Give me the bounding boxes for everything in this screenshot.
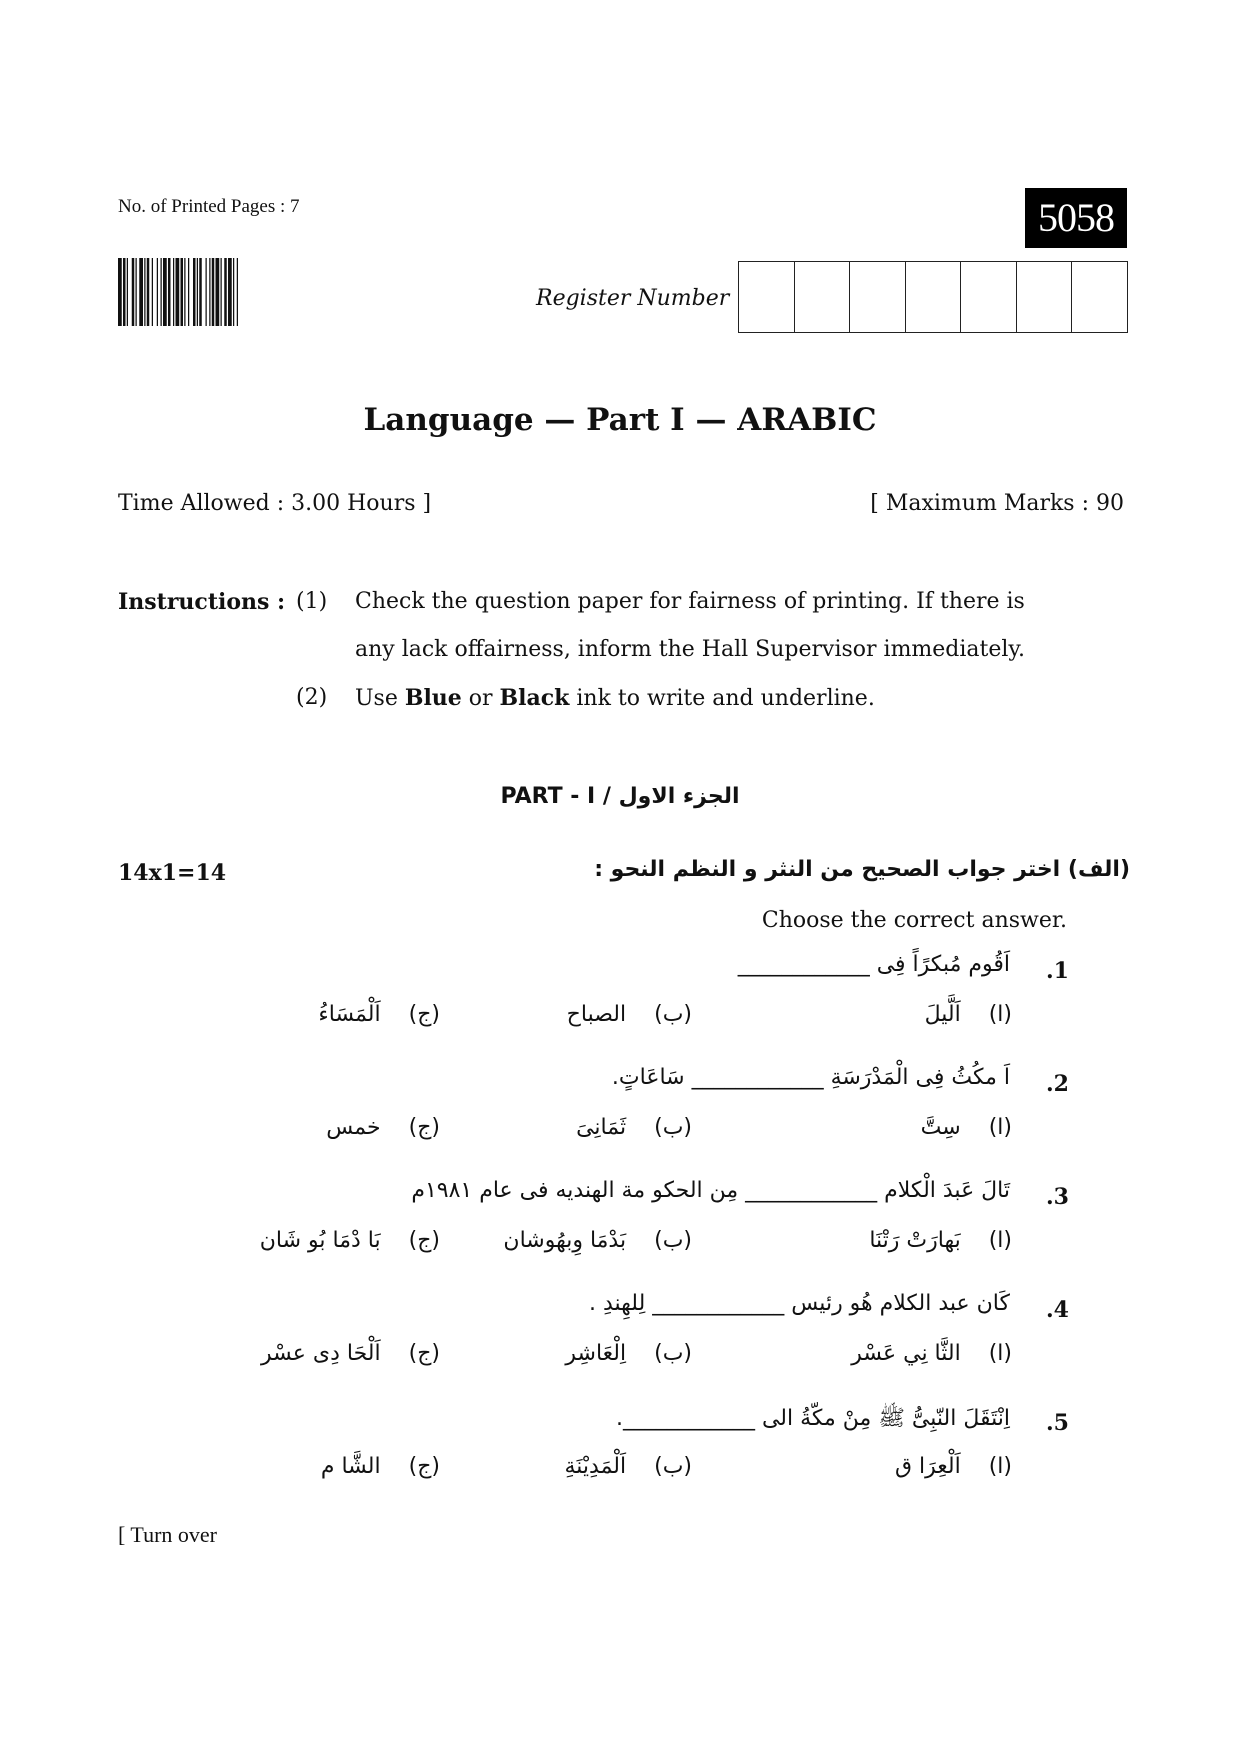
barcode-bar bbox=[123, 258, 126, 326]
barcode-bar bbox=[206, 258, 207, 326]
barcode-bar bbox=[173, 258, 174, 326]
option-marker: (ج) bbox=[408, 1341, 440, 1366]
register-digit-box[interactable] bbox=[739, 262, 794, 332]
option-marker: (ا) bbox=[988, 1228, 1012, 1253]
option-marker: (ج) bbox=[408, 1115, 440, 1140]
option-text: اَلْحَا دِى عسْر bbox=[261, 1341, 381, 1366]
barcode-bar bbox=[157, 258, 158, 326]
question-text: اَ مكُثُ فِى الْمَدْرَسَةِ ____________ سَاعَاتٍ. bbox=[611, 1065, 1010, 1090]
barcode-bar bbox=[197, 258, 198, 326]
register-digit-box[interactable] bbox=[1016, 262, 1072, 332]
option-marker: (ا) bbox=[988, 1454, 1012, 1479]
barcode-bar bbox=[209, 258, 210, 326]
section-instruction-english: Choose the correct answer. bbox=[761, 908, 1067, 933]
barcode-bar bbox=[139, 258, 143, 326]
instruction-text bbox=[355, 685, 875, 711]
section-instruction-arabic: (الف) اختر جواب الصحيح من النثر و النظم النحو : bbox=[594, 857, 1130, 882]
barcode-bar bbox=[168, 258, 171, 326]
option-marker: (ج) bbox=[408, 1002, 440, 1027]
turn-over-note: [ Turn over bbox=[118, 1522, 218, 1547]
question-number: .3 bbox=[1046, 1184, 1069, 1210]
page-title: Language — Part I — ARABIC bbox=[363, 402, 877, 438]
barcode-bar bbox=[127, 258, 128, 326]
question-number: .5 bbox=[1046, 1410, 1069, 1436]
barcode-bar bbox=[184, 258, 185, 326]
option-text: اَلْمَدِيْنَةِ bbox=[564, 1454, 627, 1479]
barcode bbox=[118, 258, 344, 326]
barcode-bar bbox=[199, 258, 202, 326]
answer-option[interactable] bbox=[567, 1002, 692, 1027]
question-text: تَالَ عَبدَ الْكلام ____________ مِن الحكو مة الهنديه فى عام ١٩٨١م bbox=[411, 1178, 1010, 1203]
option-marker: (ب) bbox=[654, 1454, 692, 1479]
answer-option[interactable] bbox=[503, 1228, 692, 1253]
barcode-bar bbox=[181, 258, 184, 326]
register-digit-box[interactable] bbox=[794, 262, 850, 332]
register-digit-box[interactable] bbox=[849, 262, 905, 332]
instruction-number: (2) bbox=[296, 685, 328, 710]
question-number: .1 bbox=[1046, 958, 1069, 984]
question-number: .2 bbox=[1046, 1071, 1069, 1097]
register-digit-box[interactable] bbox=[1071, 262, 1127, 332]
answer-option[interactable] bbox=[318, 1002, 440, 1027]
maximum-marks: [ Maximum Marks : 90 bbox=[870, 491, 1124, 516]
option-text: اَلْمَسَاءُ bbox=[318, 1002, 381, 1027]
barcode-bar bbox=[224, 258, 227, 326]
option-marker: (ب) bbox=[654, 1228, 692, 1253]
barcode-bar bbox=[144, 258, 145, 326]
instruction-number: (1) bbox=[296, 589, 328, 614]
option-text: بَهارَتْ رَتْنَا bbox=[869, 1228, 961, 1253]
option-text: بَدْمَا وِبهُوشان bbox=[503, 1228, 627, 1253]
option-marker: (ب) bbox=[654, 1341, 692, 1366]
barcode-bar bbox=[216, 258, 220, 326]
question-text: اِنْتَقَلَ النّبِىُّ ﷺ مِنْ مكّةُ الى ____________. bbox=[615, 1406, 1010, 1431]
section-marks: 14x1=14 bbox=[118, 860, 227, 886]
answer-option[interactable] bbox=[895, 1454, 1012, 1479]
answer-option[interactable] bbox=[869, 1228, 1012, 1253]
option-text: اَلَّيلَ bbox=[924, 1002, 961, 1027]
barcode-bar bbox=[136, 258, 137, 326]
barcode-bar bbox=[212, 258, 215, 326]
option-marker: (ا) bbox=[988, 1002, 1012, 1027]
question-text: اَقُوم مُبكرًاً فِى ____________ bbox=[737, 952, 1010, 977]
answer-option[interactable] bbox=[261, 1341, 440, 1366]
answer-option[interactable] bbox=[260, 1228, 440, 1253]
barcode-bar bbox=[161, 258, 162, 326]
barcode-bar bbox=[132, 258, 135, 326]
option-text: الصباح bbox=[566, 1002, 627, 1027]
option-marker: (ج) bbox=[408, 1454, 440, 1479]
answer-option[interactable] bbox=[321, 1454, 440, 1479]
answer-option[interactable] bbox=[326, 1115, 440, 1140]
printed-pages-count: No. of Printed Pages : 7 bbox=[118, 196, 300, 217]
register-number-boxes[interactable] bbox=[738, 261, 1128, 333]
barcode-bar bbox=[193, 258, 196, 326]
barcode-bar bbox=[152, 258, 153, 326]
option-marker: (ا) bbox=[988, 1341, 1012, 1366]
option-text: اَلْعِرَا ق bbox=[894, 1454, 961, 1479]
barcode-bar bbox=[176, 258, 180, 326]
register-digit-box[interactable] bbox=[905, 262, 961, 332]
option-marker: (ج) bbox=[408, 1228, 440, 1253]
instruction-text: any lack offairness, inform the Hall Supervisor immediately. bbox=[355, 637, 1025, 662]
option-marker: (ب) bbox=[654, 1115, 692, 1140]
register-digit-box[interactable] bbox=[960, 262, 1016, 332]
barcode-bar bbox=[237, 258, 238, 326]
time-allowed: Time Allowed : 3.00 Hours ] bbox=[118, 491, 432, 516]
question-text: كَان عبد الكلام هُو رئيس ____________ لِلهِندِ . bbox=[588, 1291, 1010, 1316]
barcode-bar bbox=[233, 258, 234, 326]
option-text: سِتَّ bbox=[920, 1115, 961, 1140]
paper-code: 5058 bbox=[1025, 188, 1127, 248]
barcode-bar bbox=[147, 258, 150, 326]
answer-option[interactable] bbox=[576, 1115, 692, 1140]
answer-option[interactable] bbox=[565, 1341, 692, 1366]
instructions-label: Instructions : bbox=[118, 589, 286, 615]
barcode-bar bbox=[221, 258, 222, 326]
option-text: الثَّا نِي عَسْر bbox=[851, 1341, 961, 1366]
barcode-bar bbox=[188, 258, 189, 326]
option-text: اِلْعَاشِر bbox=[565, 1341, 627, 1366]
answer-option[interactable] bbox=[851, 1341, 1012, 1366]
option-marker: (ا) bbox=[988, 1115, 1012, 1140]
option-text: خمس bbox=[326, 1115, 381, 1140]
barcode-bar bbox=[118, 258, 122, 326]
part-heading: PART - I / الجزء الاول bbox=[500, 784, 740, 809]
question-number: .4 bbox=[1046, 1297, 1069, 1323]
instruction-text: Check the question paper for fairness of printing. If there is bbox=[355, 589, 1025, 614]
barcode-bar bbox=[163, 258, 167, 326]
option-text: الشَّا م bbox=[320, 1454, 381, 1479]
instruction-text-bold: Use Blue or Black ink to write and underline. bbox=[355, 685, 875, 711]
option-text: ثَمَانِىَ bbox=[576, 1115, 627, 1140]
answer-option[interactable] bbox=[925, 1002, 1012, 1027]
barcode-bar bbox=[228, 258, 232, 326]
answer-option[interactable] bbox=[921, 1115, 1012, 1140]
option-marker: (ب) bbox=[654, 1002, 692, 1027]
option-text: بَا دْمَا بُو شَان bbox=[259, 1228, 381, 1253]
register-number-label: Register Number bbox=[536, 286, 730, 311]
answer-option[interactable] bbox=[564, 1454, 692, 1479]
